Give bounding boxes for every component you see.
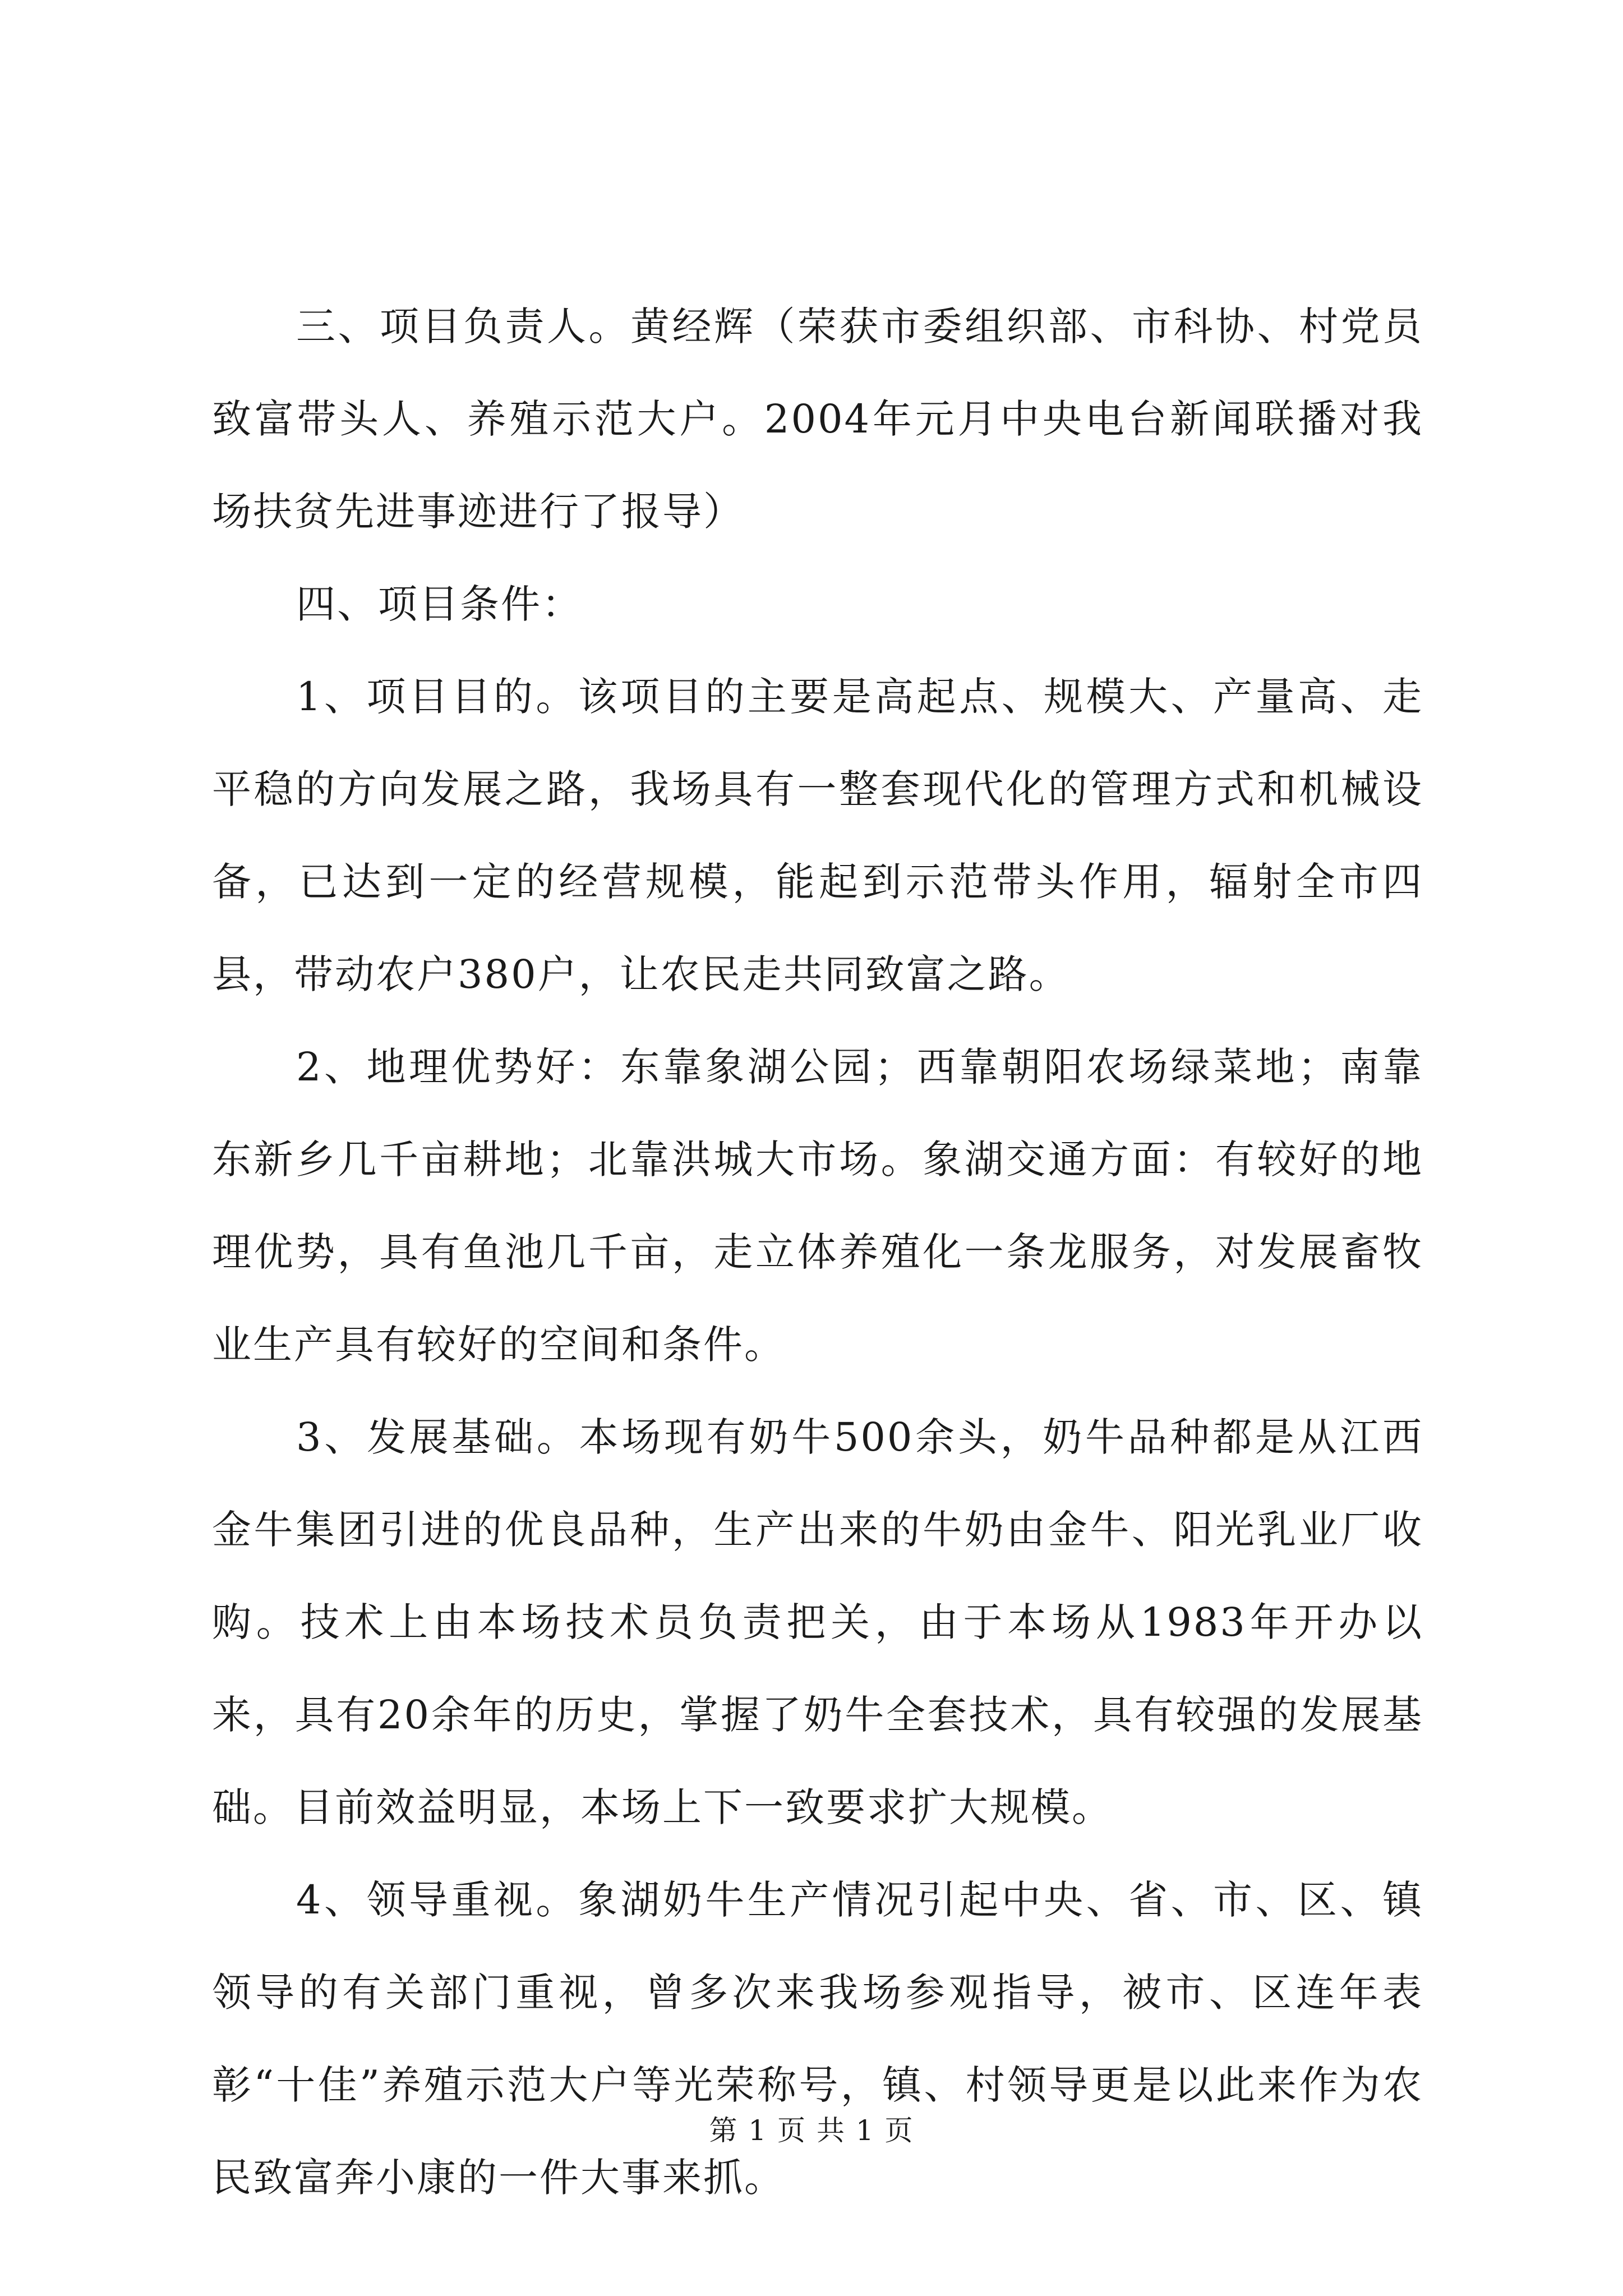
- document-body: [212, 280, 1423, 2224]
- paragraph-development-basis: 3、发展基础。本场现有奶牛500余头，奶牛品种都是从江西金牛集团引进的优良品种，生产出来的牛奶由金牛、阳光乳业厂收购。技术上由本场技术员负责把关，由于本场从1983年开办以来，具有20余年的历史，掌握了奶牛全套技术，具有较强的发展基础。目前效益明显，本场上下一致要求扩大规模。: [212, 1414, 1423, 1830]
- paragraph-project-leader: 三、项目负责人。黄经辉（荣获市委组织部、市科协、村党员致富带头人、养殖示范大户。2004年元月中央电台新闻联播对我场扶贫先进事迹进行了报导）: [212, 303, 1423, 535]
- paragraph-project-purpose: 1、项目目的。该项目的主要是高起点、规模大、产量高、走平稳的方向发展之路，我场具有一整套现代化的管理方式和机械设备，已达到一定的经营规模，能起到示范带头作用，辐射全市四县，带动农户380户，让农民走共同致富之路。: [212, 674, 1423, 997]
- paragraph-leadership-attention: 4、领导重视。象湖奶牛生产情况引起中央、省、市、区、镇领导的有关部门重视，曾多次来我场参观指导，被市、区连年表彰“十佳”养殖示范大户等光荣称号，镇、村领导更是以此来作为农民致富奔小康的一件大事来抓。: [212, 1877, 1423, 2201]
- paragraph-geographic-advantage: 2、地理优势好：东靠象湖公园；西靠朝阳农场绿菜地；南靠东新乡几千亩耕地；北靠洪城大市场。象湖交通方面：有较好的地理优势，具有鱼池几千亩，走立体养殖化一条龙服务，对发展畜牧业生产具有较好的空间和条件。: [212, 1044, 1423, 1368]
- page-footer: 第 1 页 共 1 页: [709, 2114, 914, 2147]
- paragraph-project-conditions-heading: 四、项目条件：: [296, 581, 583, 627]
